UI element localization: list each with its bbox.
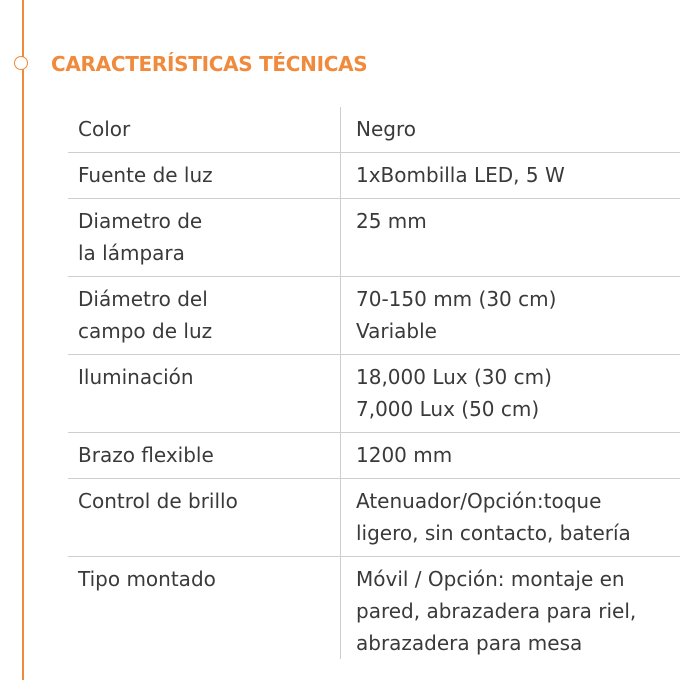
- spec-label: [68, 355, 341, 433]
- spec-value-line: pared, abrazadera para riel,: [356, 599, 637, 623]
- spec-label-line: Control de brillo: [78, 489, 238, 513]
- spec-value: [341, 153, 681, 199]
- spec-label: [68, 479, 341, 557]
- spec-value: [341, 199, 681, 277]
- spec-label-line: Fuente de luz: [78, 163, 213, 187]
- table-row: [68, 199, 680, 277]
- spec-value-line: 25 mm: [356, 209, 427, 233]
- spec-value-line: Negro: [356, 117, 416, 141]
- section-title: CARACTERÍSTICAS TÉCNICAS: [51, 52, 368, 76]
- spec-value: [341, 433, 681, 479]
- spec-label-line: Brazo flexible: [78, 443, 214, 467]
- spec-value: [341, 277, 681, 355]
- table-row: [68, 107, 680, 153]
- timeline-line: [22, 0, 24, 680]
- spec-label-line: campo de luz: [78, 319, 213, 343]
- spec-label: [68, 557, 341, 660]
- spec-label: [68, 153, 341, 199]
- spec-label-line: Diámetro del: [78, 287, 208, 311]
- spec-value-line: 18,000 Lux (30 cm): [356, 365, 552, 389]
- spec-value: [341, 557, 681, 660]
- spec-value-line: 70-150 mm (30 cm): [356, 287, 557, 311]
- spec-value: [341, 107, 681, 153]
- spec-label-line: Tipo montado: [78, 567, 216, 591]
- table-row: [68, 433, 680, 479]
- spec-value: [341, 479, 681, 557]
- spec-value-line: 7,000 Lux (50 cm): [356, 397, 540, 421]
- spec-value-line: Atenuador/Opción:toque: [356, 489, 602, 513]
- spec-table: [68, 107, 680, 659]
- table-row: [68, 479, 680, 557]
- spec-label-line: la lámpara: [78, 241, 185, 265]
- spec-label-line: Diametro de: [78, 209, 203, 233]
- table-row: [68, 153, 680, 199]
- spec-label-line: Iluminación: [78, 365, 194, 389]
- spec-label: [68, 107, 341, 153]
- spec-label: [68, 199, 341, 277]
- table-row: [68, 557, 680, 660]
- spec-label-line: Color: [78, 117, 131, 141]
- spec-value: [341, 355, 681, 433]
- spec-value-line: Variable: [356, 319, 437, 343]
- spec-value-line: ligero, sin contacto, batería: [356, 521, 631, 545]
- spec-label: [68, 433, 341, 479]
- table-row: [68, 277, 680, 355]
- spec-value-line: Móvil / Opción: montaje en: [356, 567, 625, 591]
- spec-label: [68, 277, 341, 355]
- table-row: [68, 355, 680, 433]
- timeline-circle-icon: [14, 56, 28, 70]
- spec-value-line: abrazadera para mesa: [356, 631, 583, 655]
- spec-value-line: 1200 mm: [356, 443, 453, 467]
- spec-value-line: 1xBombilla LED, 5 W: [356, 163, 565, 187]
